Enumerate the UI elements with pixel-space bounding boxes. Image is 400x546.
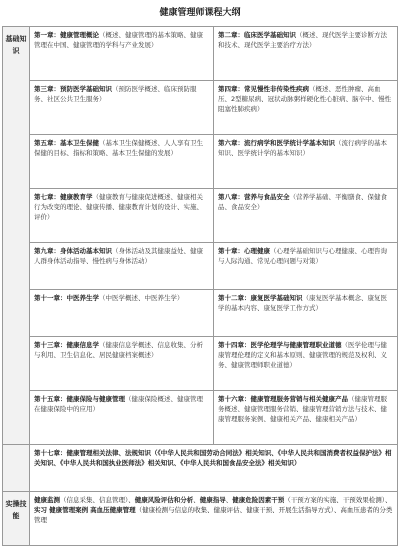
chapter-title: 第五章：基本卫生保健 <box>34 139 99 147</box>
practice-cell <box>30 492 398 546</box>
table-row <box>3 290 398 337</box>
table-row <box>3 27 398 81</box>
chapter-title: 第十五章：健康保险与健康管理 <box>34 395 125 403</box>
chapter-cell <box>30 391 214 445</box>
chapter-detail: （概述、现代医学主要诊断方法和技术、现代医学主要治疗方法） <box>218 31 387 49</box>
chapter-title: 第一章：健康管理概论 <box>34 31 99 39</box>
chapter-detail: （健康管理服务概述、健康管理服务营销、健康管理营销方法与技术、健康管理服务案例、健康相关产品、健康相关产品） <box>218 395 387 423</box>
section-label-basic-cont <box>3 445 30 492</box>
practice-item: 高血压健康管理 <box>90 506 136 514</box>
practice-item: 健康管理案例 <box>49 506 89 514</box>
chapter-title: 第二章：临床医学基础知识 <box>218 31 296 39</box>
chapter-title: 第十四章：医学伦理学与健康管理职业道德 <box>218 341 342 349</box>
law-chapter-text: 第十七章：健康管理相关法律、法规知识（《中华人民共和国劳动合同法》相关知识、《中华人民共和国消费者权益保护法》相关知识、《中华人民共和国执业医师法》相关知识、《中华人民共和国食品安全法》相关知识） <box>34 449 392 467</box>
chapter-cell <box>30 290 214 337</box>
chapter-detail: （营养学基础、平衡膳食、保健食品、食品安全） <box>218 193 387 211</box>
chapter-detail: （概述、健康管理的基本策略、健康管理在中国、健康管理的学科与产业发展） <box>34 31 203 49</box>
chapter-cell <box>214 135 398 189</box>
chapter-cell <box>214 189 398 243</box>
chapter-cell <box>30 243 214 290</box>
syllabus-table <box>2 26 398 546</box>
chapter-cell <box>214 243 398 290</box>
table-row <box>3 243 398 290</box>
chapter-title: 第七章：健康教育学 <box>34 193 93 201</box>
chapter-detail: （健康保险概述、健康管理在健康保险中的应用） <box>34 395 203 413</box>
chapter-detail: （健康教育与健康促进概述、健康相关行为改变的理论、健康传播、健康教育计划的设计、实施、评价） <box>34 193 203 221</box>
chapter-cell <box>30 135 214 189</box>
chapter-cell <box>30 189 214 243</box>
chapter-cell <box>30 27 214 81</box>
table-row <box>3 391 398 445</box>
table-row <box>3 135 398 189</box>
chapter-detail: （概述、恶性肿瘤、高血压、2型糖尿病、冠状动脉粥样硬化性心脏病、脑卒中、慢性阻塞性肺疾病） <box>218 85 392 113</box>
practice-item: 健康危险因素干预 <box>232 496 285 504</box>
chapter-title: 第九章：身体活动基本知识 <box>34 247 112 255</box>
page-title: 健康管理师课程大纲 <box>159 8 241 18</box>
chapter-title: 第十三章：健康信息学 <box>34 341 99 349</box>
chapter-title: 第六章：流行病学和医学统计学基本知识 <box>218 139 335 147</box>
chapter-title: 第八章：营养与食品安全 <box>218 193 290 201</box>
chapter-detail: （流行病学的基本知识、医学统计学的基本知识） <box>218 139 387 157</box>
chapter-cell <box>214 391 398 445</box>
chapter-detail: （康复医学基本概念、康复医学的基本内容、康复医学工作方式） <box>218 294 387 312</box>
chapter-title: 第十六章：健康管理服务营销与相关健康产品 <box>218 395 348 403</box>
chapter-title: 第三章：预防医学基础知识 <box>34 85 112 93</box>
practice-item: 实习 <box>34 506 47 514</box>
chapter-cell <box>214 290 398 337</box>
practice-note: （干预方案的实施、干预效果检测）、 <box>284 496 392 504</box>
practice-note: （信息采集、信息管理）、 <box>60 496 135 504</box>
section-label-basic: 基础知识 <box>3 27 30 445</box>
chapter-detail: （医学伦理与健康管理伦理的定义和基本原则、健康管理的规范及权利、义务、健康管理师职业道德） <box>218 341 387 369</box>
chapter-detail: （心理学基础知识与心理健康、心理咨询与人际沟通、常见心理问题与对策） <box>218 247 387 265</box>
practice-item: 健康风险评估和分析 <box>134 496 194 504</box>
chapter-title: 第四章：常见慢性非传染性疾病 <box>218 85 309 93</box>
chapter-title: 第十一章：中医养生学 <box>34 294 99 302</box>
chapter-detail: （基本卫生保健概述、人人享有卫生保健的目标、指标和策略、基本卫生保健的发展） <box>34 139 203 157</box>
table-row <box>3 492 398 546</box>
chapter-cell <box>214 27 398 81</box>
chapter-cell <box>214 81 398 135</box>
table-row <box>3 189 398 243</box>
law-chapter-cell <box>30 445 398 492</box>
practice-note: （健康检测与信息的收集、健康评估、健康干预、开展生活指导方式）、高血压患者的分类管理 <box>34 506 393 524</box>
practice-note: 、 <box>225 496 233 504</box>
practice-item: 健康指导 <box>199 496 226 504</box>
chapter-detail: （身体活动及其健康益处、健康人群身体活动指导、慢性病与身体活动） <box>34 247 203 265</box>
practice-note: 、 <box>193 496 200 504</box>
chapter-cell <box>30 81 214 135</box>
chapter-cell <box>214 337 398 391</box>
table-row <box>3 445 398 492</box>
chapter-detail: （中医学概述、中医养生学） <box>99 294 184 302</box>
chapter-detail: （健康信息学概述、信息收集、分析与利用、卫生信息化、居民健康档案概述） <box>34 341 203 359</box>
chapter-title: 第十章：心理健康 <box>218 247 270 255</box>
section-label-practice: 实操技能 <box>3 492 30 546</box>
chapter-detail: （预防医学概述、临床预防服务、社区公共卫生服务） <box>34 85 197 103</box>
chapter-cell <box>30 337 214 391</box>
chapter-title: 第十二章：康复医学基础知识 <box>218 294 303 302</box>
table-row <box>3 337 398 391</box>
practice-item: 健康监测 <box>34 496 60 504</box>
table-row <box>3 81 398 135</box>
